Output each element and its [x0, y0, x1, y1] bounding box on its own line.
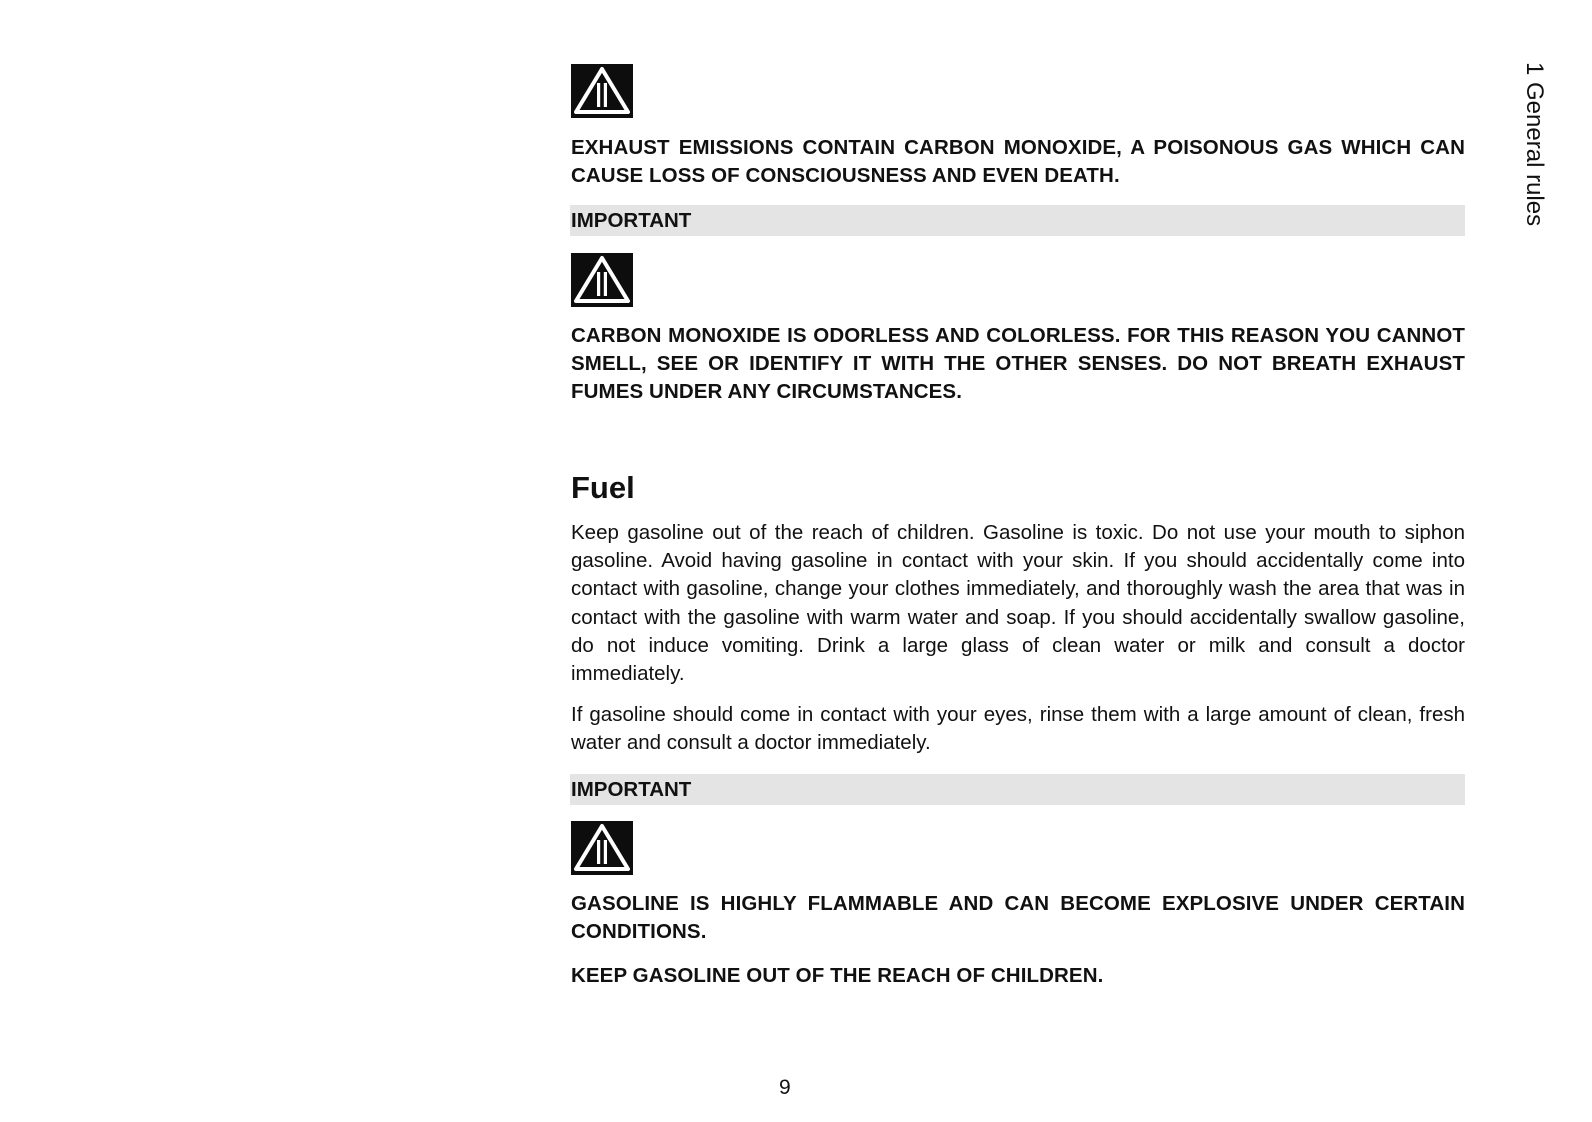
fuel-paragraph-2: If gasoline should come in contact with your eyes, rinse them with a large amount of clean, fresh water and consult a doctor immediately. [571, 703, 1465, 755]
children-warning-text: KEEP GASOLINE OUT OF THE REACH OF CHILDREN. [571, 964, 1104, 987]
chapter-side-tab: 1 General rules [1521, 62, 1548, 227]
warning-triangle-icon [571, 253, 633, 307]
important-label: IMPORTANT [571, 778, 692, 801]
flammable-warning-text: GASOLINE IS HIGHLY FLAMMABLE AND CAN BECOME EXPLOSIVE UNDER CERTAIN CONDITIONS. [571, 892, 1465, 943]
warning-triangle-icon [571, 821, 633, 875]
exhaust-warning-text: EXHAUST EMISSIONS CONTAIN CARBON MONOXIDE, A POISONOUS GAS WHICH CAN CAUSE LOSS OF CONSCIOUSNESS AND EVEN DEATH. [571, 136, 1465, 187]
carbon-monoxide-warning-text: CARBON MONOXIDE IS ODORLESS AND COLORLESS. FOR THIS REASON YOU CANNOT SMELL, SEE OR IDENTIFY IT WITH THE OTHER SENSES. DO NOT BREATH EXHAUST FUMES UNDER ANY CIRCUMSTANCES. [571, 324, 1465, 403]
page-number: 9 [779, 1076, 791, 1099]
important-banner [570, 774, 1465, 805]
warning-triangle-icon [571, 64, 633, 118]
fuel-paragraph-1: Keep gasoline out of the reach of children. Gasoline is toxic. Do not use your mouth to siphon gasoline. Avoid having gasoline in contact with your skin. If you should accidentally come into contact with gasoline, change your clothes immediately, and thoroughly wash the area that was in contact with the gasoline with warm water and soap. If you should accidentally swallow gasoline, do not induce vomiting. Drink a large glass of clean water or milk and consult a doctor immediately. [571, 521, 1465, 686]
important-label: IMPORTANT [571, 209, 692, 232]
important-banner [570, 205, 1465, 236]
section-title-fuel: Fuel [571, 470, 635, 505]
